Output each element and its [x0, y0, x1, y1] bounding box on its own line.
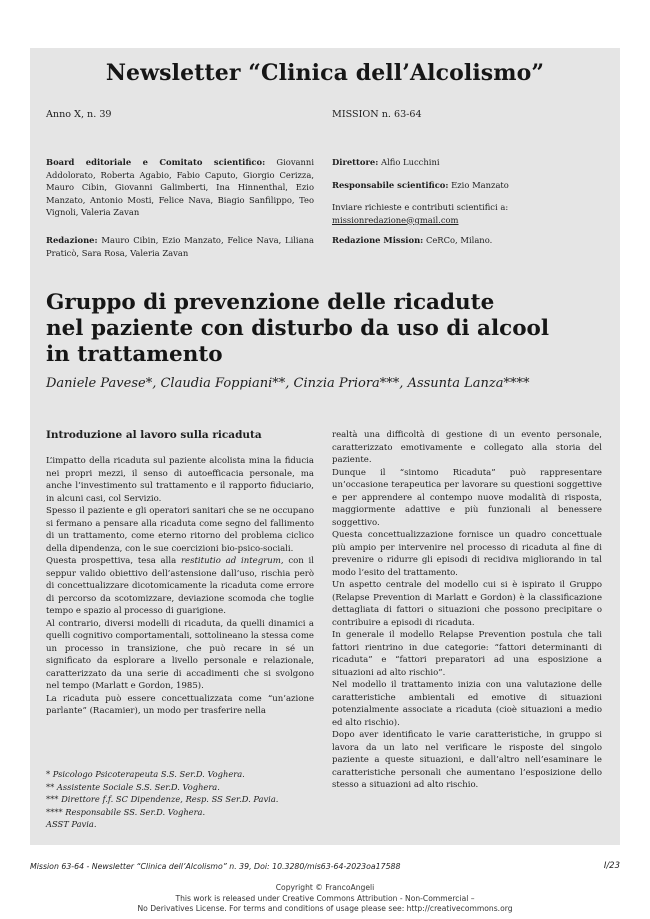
body-paragraph: Nel modello il trattamento inizia con una valutazione delle caratteristiche ambientali ed emotive di situazioni potenzialmente associate a ricaduta (cioè situazioni a medio ed alto rischio). — [332, 680, 602, 728]
copyright: Copyright © FrancoAngeli — [275, 883, 375, 892]
issue-number: Anno X, n. 39 — [46, 109, 112, 120]
submission-text: Inviare richieste e contributi scientifici a: — [332, 202, 509, 212]
board-members: Giovanni Addolorato, Roberta Agabio, Fabio Caputo, Giorgio Cerizza, Mauro Cibin, Giovanni Galimberti, Ina Hinnenthal, Ezio Manzato, Antonio Mosti, Felice Nava, Biagio Sanfilippo, Teo Vignoli, Valeria Zavan — [46, 157, 315, 217]
redazione-label: Redazione: — [46, 235, 98, 245]
body-paragraph: In generale il modello Relapse Prevention postula che tali fattori rientrino in due categorie: “fattori determinanti di ricaduta” e “fattori preparatori ad una esposizione a situazioni ad alto rischio”. — [332, 630, 602, 678]
body-paragraph: Questa concettualizzazione fornisce un quadro concettuale più ampio per intervenire nel processo di ricaduta al fine di prevenire o ridurre gli episodi di recidiva migliorando in tal modo l’esito del trattamento. — [332, 530, 602, 578]
body-paragraph: Spesso il paziente e gli operatori sanitari che se ne occupano si fermano a pensare alla ricaduta come segno del fallimento di un trattamento, come eterno ritorno del problema ciclico della dipendenza, con le sue coercizioni bio-psico-sociali. — [46, 506, 314, 554]
redazione — [46, 234, 314, 259]
body-paragraph: L’impatto della ricaduta sul paziente alcolista mina la fiducia nei propri mezzi, il senso di autoefficacia personale, ma anche l’investimento sul trattamento e il rapporto fiduciario, in alcuni casi, col Servizio. — [46, 456, 314, 504]
direttore-label: Direttore: — [332, 157, 379, 167]
body-italic-text: restitutio ad integrum — [180, 556, 281, 566]
footer-citation: Mission 63-64 - Newsletter “Clinica dell’Alcolismo” n. 39, Doi: 10.3280/mis63-64-2023oa17588 — [30, 862, 401, 871]
article-title-line: Gruppo di prevenzione delle ricadute — [46, 290, 495, 315]
article-title — [46, 290, 606, 368]
article-title-line: in trattamento — [46, 342, 223, 367]
body-paragraph: Al contrario, diversi modelli di ricaduta, da quelli dinamici a quelli cognitivo comportamentali, sottolineano la stessa come un processo in transizione, che può recare in sé un significato da esplorare a livello personale e relazionale, caratterizzato da una serie di accadimenti che si svolgono nel tempo (Marlatt e Gordon, 1985). — [46, 618, 314, 691]
submission-email-link[interactable]: missionredazione@gmail.com — [332, 214, 459, 225]
license-line: This work is released under Creative Commons Attribution - Non-Commercial – — [175, 894, 475, 903]
body-text: Questa prospettiva, tesa alla — [46, 556, 181, 566]
newsletter-title: Newsletter “Clinica dell’Alcolismo” — [105, 60, 545, 86]
article-authors: Daniele Pavese*, Claudia Foppiani**, Cinzia Priora***, Assunta Lanza**** — [46, 376, 530, 391]
footnote: * Psicologo Psicoterapeuta S.S. Ser.D. Voghera. — [46, 769, 245, 779]
board-label: Board editoriale e Comitato scientifico: — [46, 157, 266, 167]
footnote: ** Assistente Sociale S.S. Ser.D. Voghera. — [46, 781, 220, 792]
editorial-board — [46, 156, 314, 219]
direttore-name: Alfio Lucchini — [381, 157, 440, 167]
section-title: Introduzione al lavoro sulla ricaduta — [46, 429, 262, 441]
redazione-mission — [332, 234, 602, 247]
footnote: ASST Pavia. — [46, 819, 97, 829]
body-column-right — [332, 429, 602, 792]
body-column-left — [46, 455, 314, 718]
article-title-line: nel paziente con disturbo da uso di alcool — [46, 316, 550, 341]
redazione-mission-text: CeRCo, Milano. — [425, 235, 493, 245]
body-paragraph — [46, 555, 314, 618]
footnotes — [46, 768, 314, 831]
footnote: *** Direttore f.f. SC Dipendenze, Resp. SS Ser.D. Pavia. — [46, 794, 279, 804]
responsabile — [332, 179, 602, 192]
submission-info — [332, 201, 602, 226]
license-line: No Derivatives License. For terms and conditions of usage please see: http://creativecommons.org — [137, 904, 513, 913]
mission-number: MISSION n. 63-64 — [332, 109, 422, 120]
footnote: **** Responsabile SS. Ser.D. Voghera. — [46, 806, 206, 817]
body-paragraph: La ricaduta può essere concettualizzata come “un’azione parlante” (Racamier), un modo per trasferire nella — [46, 693, 314, 716]
page-number: I/23 — [603, 861, 620, 871]
body-paragraph: Un aspetto centrale del modello cui si è ispirato il Gruppo (Relapse Prevention di Marlatt e Gordon) è la classificazione dettagliata di fattori o situazioni che possono precipitare o contribuire a episodi di ricaduta. — [332, 580, 602, 628]
body-paragraph: Dopo aver identificato le varie caratteristiche, in gruppo si lavora da un lato nel verificare le risposte del singolo paziente a queste situazioni, e dall’altro nell’esaminare le caratteristiche personali che aumentano l’esposizione dello stesso a situazioni ad alto rischio. — [332, 730, 602, 790]
body-paragraph: Dunque il “sintomo Ricaduta” può rappresentare un’occasione terapeutica per lavorare su questioni soggettive e per apprendere al contempo nuove modalità di risposta, maggiormente adattive e più funzionali al benessere soggettivo. — [332, 467, 602, 528]
body-text: , con il seppur valido obiettivo dell’astensione dall’uso, rischia però di concettualizzare dicotomicamente la ricaduta come errore di percorso da scotomizzare, deviazione scomoda che toglie tempo e spazio al processo di guarigione. — [46, 556, 314, 616]
responsabile-name: Ezio Manzato — [451, 180, 509, 190]
direttore — [332, 156, 602, 169]
redazione-mission-label: Redazione Mission: — [332, 235, 424, 245]
redazione-members: Mauro Cibin, Ezio Manzato, Felice Nava, Liliana Praticò, Sara Rosa, Valeria Zavan — [46, 235, 314, 258]
body-paragraph: realtà una difficoltà di gestione di un evento personale, caratterizzato emotivamente e collegato alla storia del paziente. — [332, 430, 602, 465]
responsabile-label: Responsabile scientifico: — [332, 180, 449, 190]
